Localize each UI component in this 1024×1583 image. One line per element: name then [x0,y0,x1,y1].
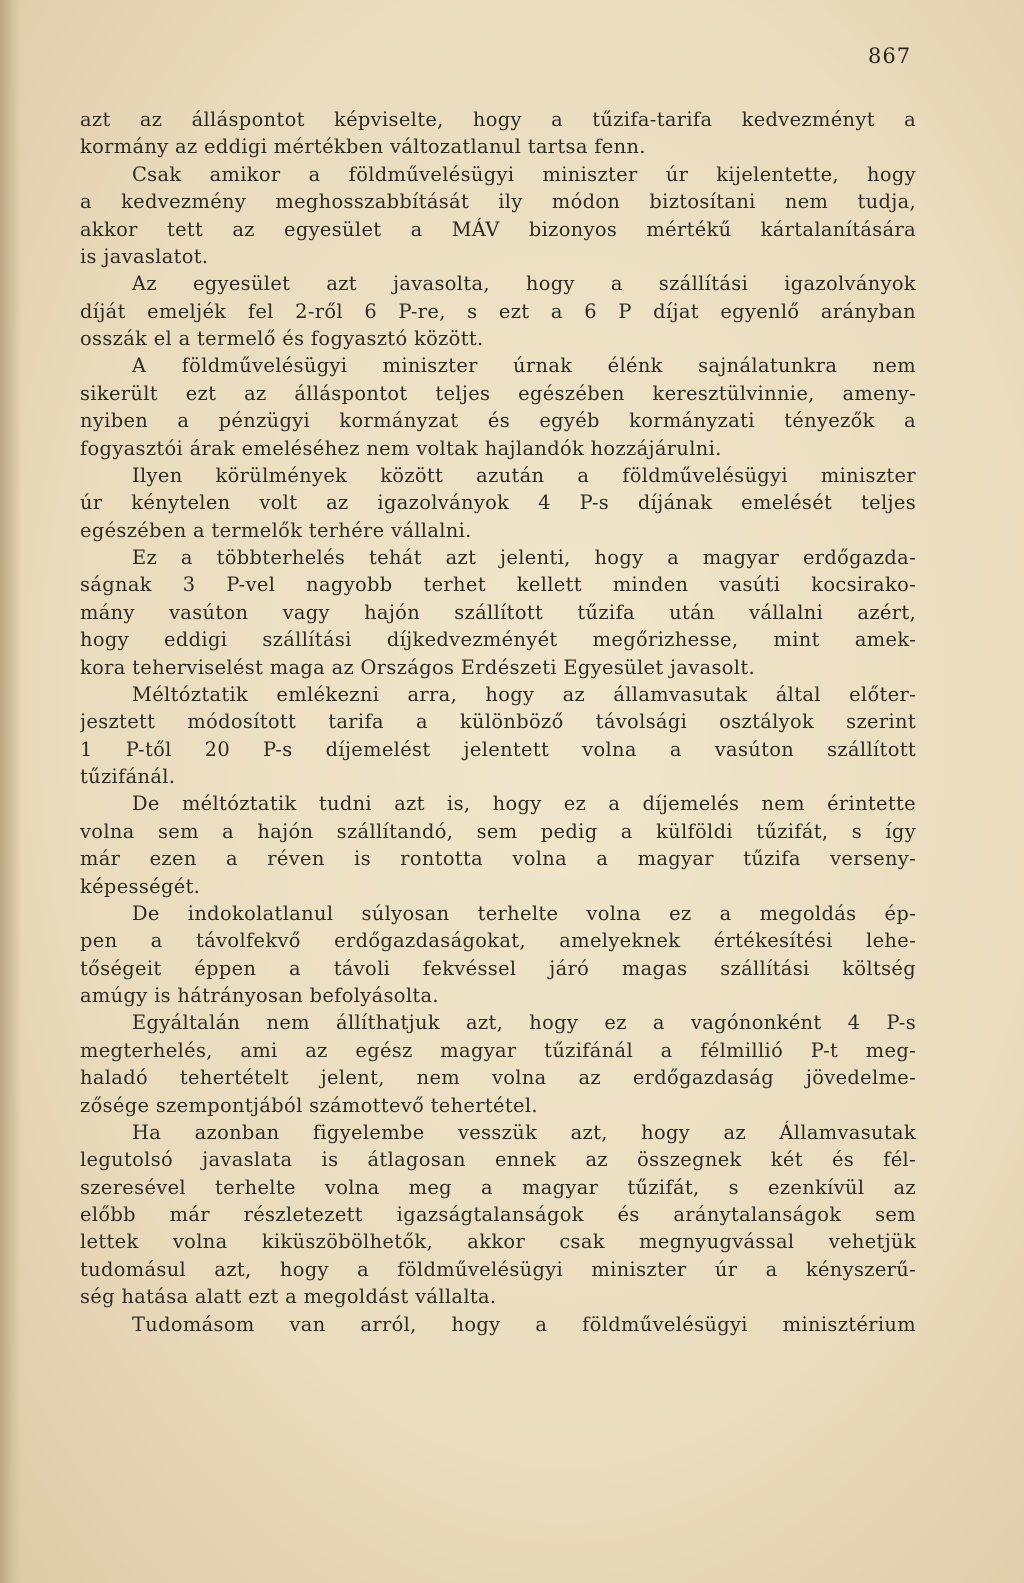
text-line: Tudomásom van arról, hogy a földművelésügyi minisztérium [132,1312,916,1336]
text-line: már ezen a réven is rontotta volna a magyar tűzifa verseny- [80,847,916,871]
text-line: De méltóztatik tudni azt is, hogy ez a díjemelés nem érintette [132,792,916,816]
text-line: is javaslatot. [80,244,209,268]
text-line: Méltóztatik emlékezni arra, hogy az államvasutak által előter- [132,682,916,706]
text-line: akkor tett az egyesület a MÁV bizonyos mértékű kártalanítására [80,217,916,241]
text-line: amúgy is hátrányosan befolyásolta. [80,984,439,1007]
text-line: nyiben a pénzügyi kormányzat és egyéb kormányzati tényezők a [80,409,916,433]
text-line: De indokolatlanul súlyosan terhelte volna ez a megoldás ép- [132,901,916,925]
text-line: fogyasztói árak emeléséhez nem voltak hajlandók hozzájárulni. [80,436,722,460]
text-line: zősége szempontjából számottevő tehertétel. [80,1093,538,1117]
text-line: Csak amikor a földművelésügyi miniszter úr kijelentette, hogy [132,162,916,186]
text-line: sikerült ezt az álláspontot teljes egészében keresztülvinnie, ameny- [80,381,916,405]
text-line: képességét. [80,874,201,898]
text-line: a kedvezmény meghosszabbítását ily módon biztosítani nem tudja, [80,190,916,214]
text-line: úr kénytelen volt az igazolványok 4 P-s díjának emelését teljes [80,491,916,515]
text-line: azt az álláspontot képviselte, hogy a tűzifa-tarifa kedvezményt a [80,108,916,131]
text-line: mány vasúton vagy hajón szállított tűzifa után vállalni azért, [80,600,916,624]
text-line: tudomásul azt, hogy a földművelésügyi miniszter úr a kényszerű- [80,1257,916,1281]
text-line: 1 P-től 20 P-s díjemelést jelentett volna a vasúton szállított [80,737,916,761]
text-line: volna sem a hajón szállítandó, sem pedig a külföldi tűzifát, s így [80,819,916,843]
body-text [80,106,916,1338]
text-line: ságnak 3 P-vel nagyobb terhet kellett minden vasúti kocsirako- [80,573,916,597]
text-line: megterhelés, ami az egész magyar tűzifánál a félmillió P-t meg- [80,1038,916,1062]
text-line: pen a távolfekvő erdőgazdaságokat, amelyeknek értékesítési lehe- [80,929,916,953]
text-line: jesztett módosított tarifa a különböző távolsági osztályok szerint [80,710,916,734]
text-line: ség hatása alatt ezt a megoldást vállalta. [80,1285,497,1309]
text-line: szeresével terhelte volna meg a magyar tűzifát, s ezenkívül az [80,1175,916,1199]
text-line: A földművelésügyi miniszter úrnak élénk sajnálatunkra nem [132,354,916,378]
text-line: Egyáltalán nem állíthatjuk azt, hogy ez a vagónonként 4 P-s [132,1011,916,1035]
text-line: tőségeit éppen a távoli fekvéssel járó magas szállítási költség [80,956,916,980]
text-line: haladó tehertételt jelent, nem volna az erdőgazdaság jövedelme- [80,1066,916,1090]
text-line: hogy eddigi szállítási díjkedvezményét megőrizhesse, mint amek- [80,628,916,652]
page-number: 867 [868,44,912,68]
text-line: Ha azonban figyelembe vesszük azt, hogy az Államvasutak [132,1120,916,1144]
text-line: legutolsó javaslata is átlagosan ennek az összegnek két és fél- [80,1148,916,1172]
text-line: Ilyen körülmények között azután a földművelésügyi miniszter [132,463,916,487]
text-line: díját emeljék fel 2-ről 6 P-re, s ezt a 6 P díjat egyenlő arányban [80,299,916,323]
text-line: Az egyesület azt javasolta, hogy a szállítási igazolványok [132,272,916,296]
text-line: előbb már részletezett igazságtalanságok és aránytalanságok sem [80,1203,916,1226]
text-line: osszák el a termelő és fogyasztó között. [80,327,484,350]
text-line: Ez a többterhelés tehát azt jelenti, hogy a magyar erdőgazda- [132,546,916,569]
text-line: kormány az eddigi mértékben változatlanul tartsa fenn. [80,135,646,159]
text-line: kora teherviselést maga az Országos Erdészeti Egyesület javasolt. [80,655,756,679]
text-line: lettek volna kiküszöbölhetők, akkor csak megnyugvással vehetjük [80,1230,916,1254]
page-spine-shadow [0,0,22,1583]
text-line: egészében a termelők terhére vállalni. [80,518,472,542]
text-line: tűzifánál. [80,765,176,788]
